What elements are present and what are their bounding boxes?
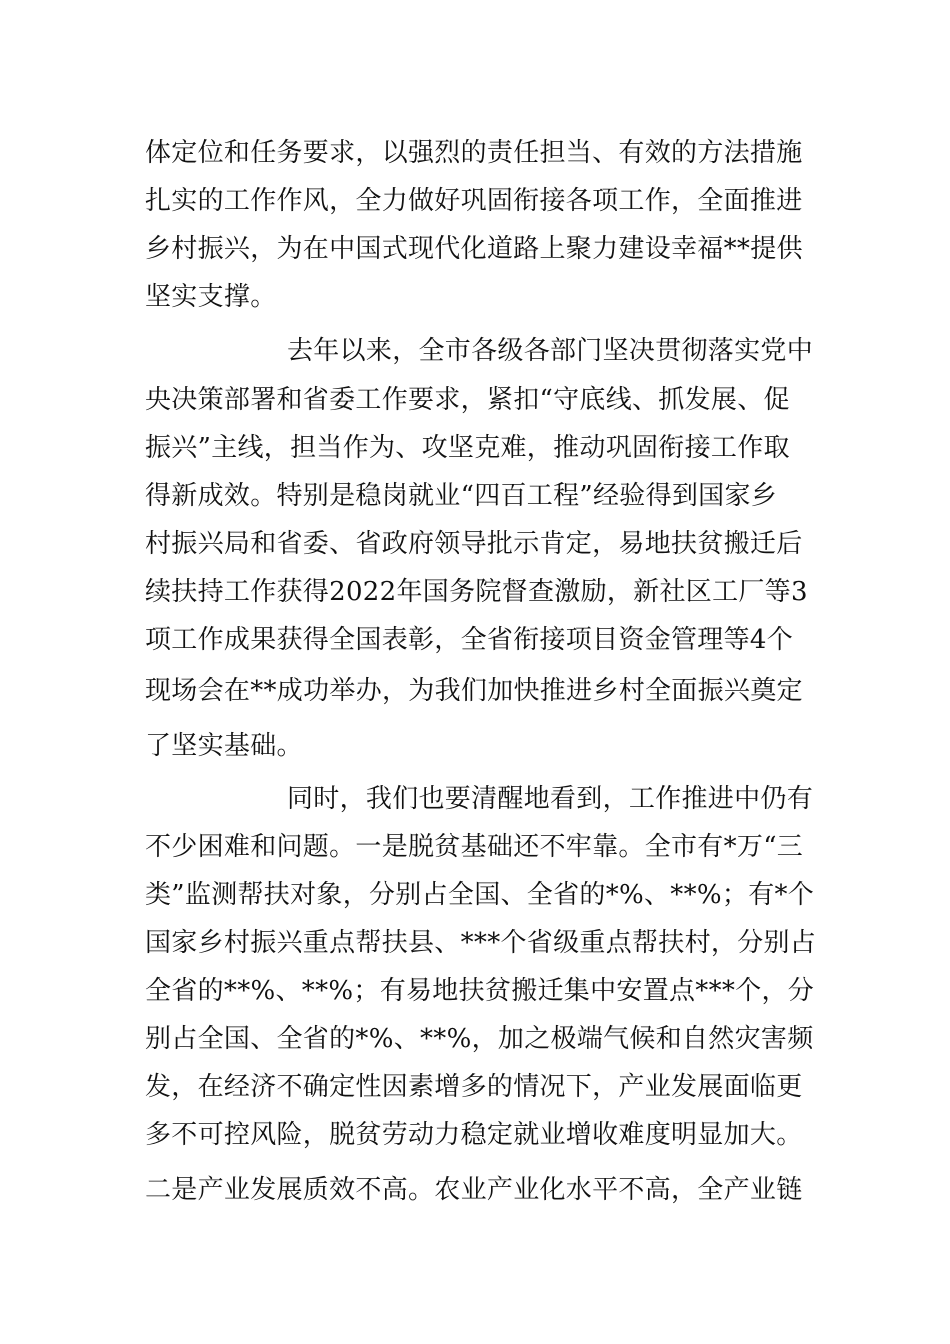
text-line: 坚实支撑。 bbox=[145, 282, 277, 312]
text-line: 了坚实基础。 bbox=[145, 731, 303, 761]
text-line: 体定位和任务要求，以强烈的责任担当、有效的方法措施 bbox=[145, 138, 803, 168]
text-line: 央决策部署和省委工作要求，紧扣“守底线、抓发展、促 bbox=[145, 385, 790, 415]
text-line: 不少困难和问题。一是脱贫基础还不牢靠。全市有*万“三 bbox=[145, 832, 804, 862]
text-line: 发，在经济不确定性因素增多的情况下，产业发展面临更 bbox=[145, 1072, 803, 1102]
text-line: 项工作成果获得全国表彰，全省衔接项目资金管理等4个 bbox=[145, 625, 794, 655]
text-line: 续扶持工作获得2022年国务院督查激励，新社区工厂等3 bbox=[145, 577, 808, 607]
text-line: 类”监测帮扶对象，分别占全国、全省的*%、**%；有*个 bbox=[145, 880, 815, 910]
text-line: 村振兴局和省委、省政府领导批示肯定，易地扶贫搬迁后 bbox=[145, 529, 803, 559]
text-line: 多不可控风险，脱贫劳动力稳定就业增收难度明显加大。 bbox=[145, 1120, 803, 1150]
text-line: 去年以来，全市各级各部门坚决贯彻落实党中 bbox=[287, 336, 814, 366]
text-line: 国家乡村振兴重点帮扶县、***个省级重点帮扶村，分别占 bbox=[145, 928, 817, 958]
text-line: 全省的**%、**%；有易地扶贫搬迁集中安置点***个，分 bbox=[145, 976, 815, 1006]
text-line: 得新成效。特别是稳岗就业“四百工程”经验得到国家乡 bbox=[145, 481, 778, 511]
text-line: 扎实的工作作风，全力做好巩固衔接各项工作，全面推进 bbox=[145, 186, 803, 216]
text-line: 乡村振兴，为在中国式现代化道路上聚力建设幸福**提供 bbox=[145, 234, 803, 264]
text-line: 二是产业发展质效不高。农业产业化水平不高，全产业链 bbox=[145, 1175, 803, 1205]
text-line: 现场会在**成功举办，为我们加快推进乡村全面振兴奠定 bbox=[145, 676, 803, 706]
text-line: 别占全国、全省的*%、**%，加之极端气候和自然灾害频 bbox=[145, 1024, 814, 1054]
text-line: 振兴”主线，担当作为、攻坚克难，推动巩固衔接工作取 bbox=[145, 433, 790, 463]
text-line: 同时，我们也要清醒地看到，工作推进中仍有 bbox=[287, 784, 814, 814]
